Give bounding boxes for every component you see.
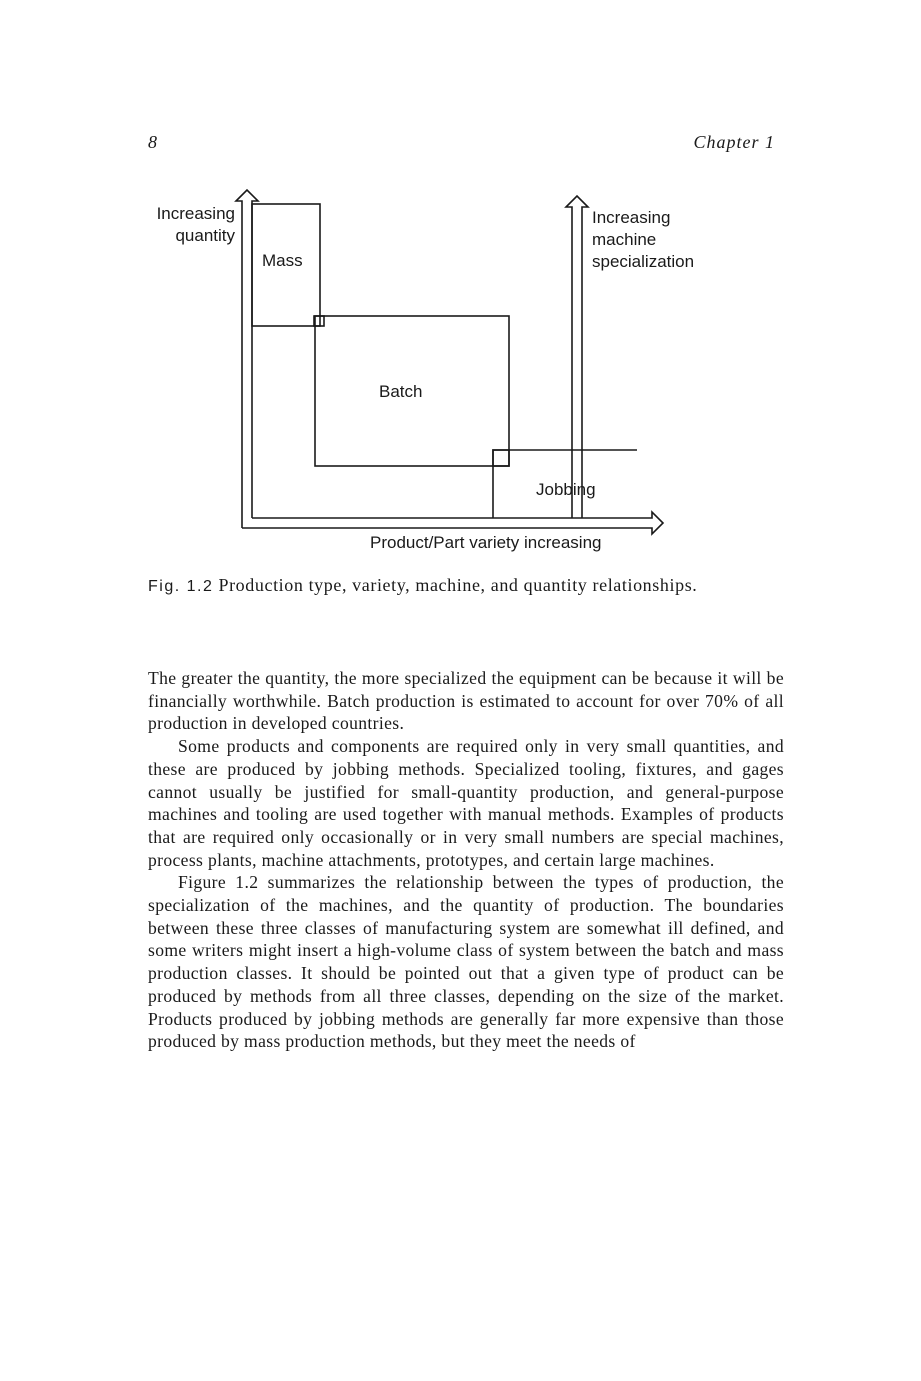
body-text xyxy=(148,667,784,1053)
specialization-label-line2: machine xyxy=(592,230,657,249)
x-axis-label: Product/Part variety increasing xyxy=(370,533,602,552)
specialization-arrow xyxy=(566,196,588,518)
figure-diagram xyxy=(0,0,921,570)
figure-caption xyxy=(148,574,778,598)
specialization-label-line3: specialization xyxy=(592,252,695,271)
y-axis-label-line2: quantity xyxy=(175,226,235,245)
jobbing-label: Jobbing xyxy=(536,480,596,499)
paragraph: Some products and components are required only in very small quantities, and these are produced by jobbing methods. Specialized tooling, fixtures, and gages cannot usually be justified for small-quantity production, and general-purpose machines and tooling are used together with manual methods. Examples of products that are required only occasionally or in very small numbers are special machines, process plants, machine attachments, prototypes, and certain large machines. xyxy=(148,736,784,870)
y-axis-label-line1: Increasing xyxy=(156,204,235,223)
paragraph: Figure 1.2 summarizes the relationship between the types of production, the specialization of the machines, and the quantity of production. The boundaries between these three classes of manufacturing system are somewhat ill defined, and some writers might insert a high-volume class of system between the batch and mass production classes. It should be pointed out that a given type of product can be produced by methods from all three classes, depending on the size of the market. Products produced by jobbing methods are generally far more expensive than those produced by mass production methods, but they meet the needs of xyxy=(148,872,784,1052)
paragraph: The greater the quantity, the more specialized the equipment can be because it will be financially worthwhile. Batch production is estimated to account for over 70% of all production in developed countries. xyxy=(148,668,784,734)
production-type-figure xyxy=(0,0,921,570)
specialization-label-line1: Increasing xyxy=(592,208,671,227)
caption-figure-number: Fig. 1.2 xyxy=(148,578,214,595)
batch-label: Batch xyxy=(379,382,423,401)
caption-text: Production type, variety, machine, and quantity relationships. xyxy=(218,575,698,595)
batch-jobbing-overlap xyxy=(493,450,509,466)
variety-arrow xyxy=(242,512,663,534)
quantity-arrow xyxy=(236,190,258,528)
page-number: 8 xyxy=(148,132,157,152)
running-head: Chapter 1 xyxy=(693,132,775,152)
mass-label: Mass xyxy=(262,251,303,270)
